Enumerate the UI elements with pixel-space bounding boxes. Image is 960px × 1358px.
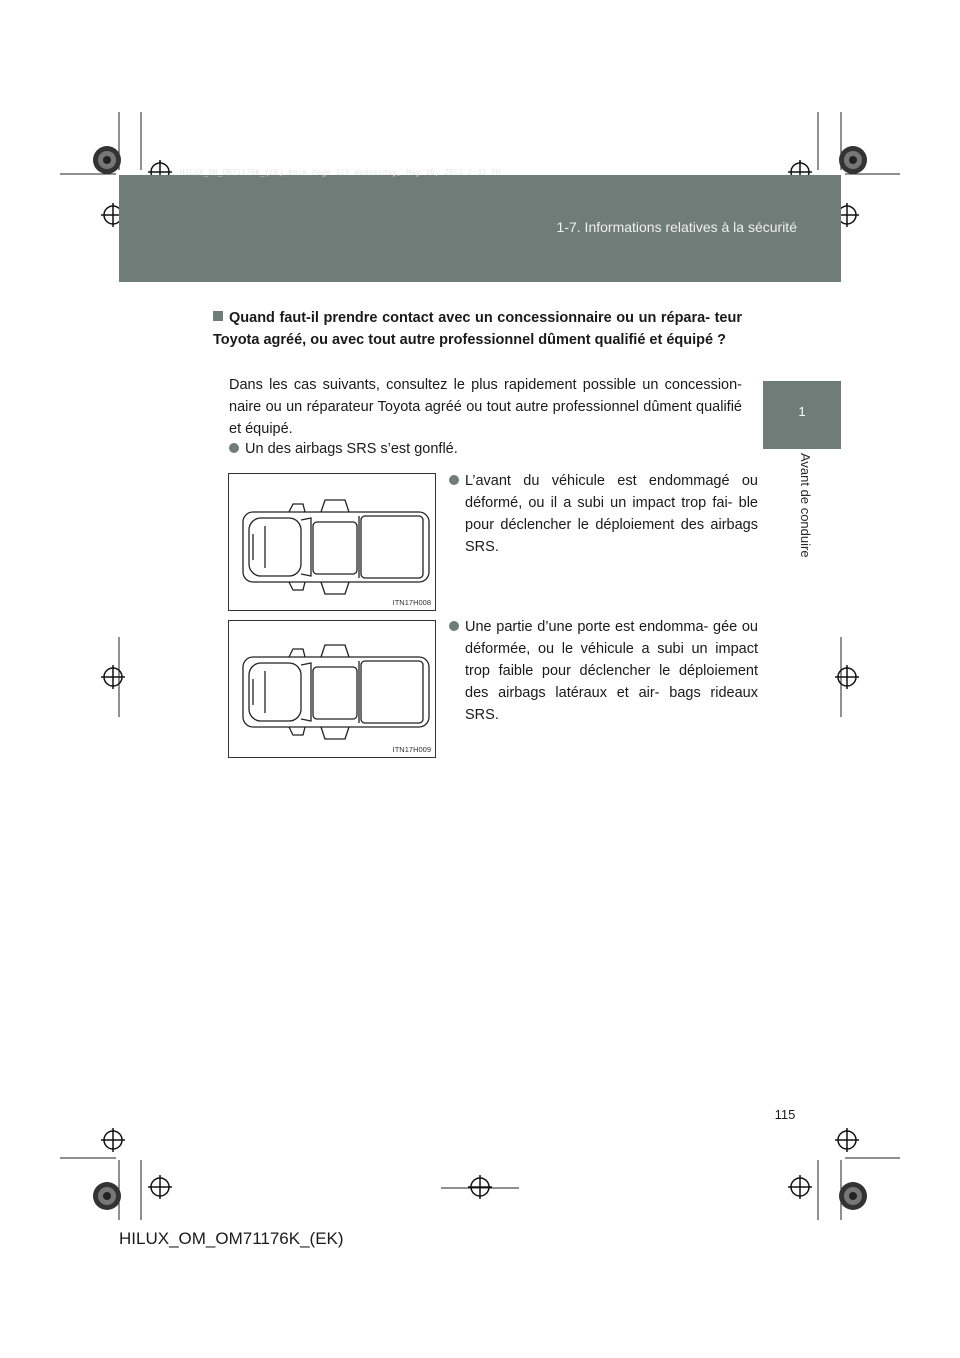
figure-code: ITN17H008 xyxy=(392,598,431,607)
list-item xyxy=(449,470,758,558)
page-number: 115 xyxy=(774,1107,796,1122)
list-item xyxy=(229,438,742,460)
list-item-text: Un des airbags SRS s’est gonflé. xyxy=(245,441,458,457)
section-heading xyxy=(213,307,742,351)
heading-text: Quand faut-il prendre contact avec un concessionnaire ou un répara- teur Toyota agréé, ou avec tout autre professionnel dûment qualifié et équipé ? xyxy=(213,310,742,348)
vehicle-top-view-icon xyxy=(229,621,435,757)
figure-code: ITN17H009 xyxy=(392,745,431,754)
section-title: 1-7. Informations relatives à la sécurité xyxy=(556,219,797,235)
square-bullet-icon xyxy=(213,311,223,321)
list-item xyxy=(449,616,758,726)
document-code: HILUX_OM_OM71176K_(EK) xyxy=(119,1229,344,1248)
bullet-dot-icon xyxy=(229,443,239,453)
chapter-label: Avant de conduire xyxy=(798,453,813,558)
chapter-label-wrap xyxy=(763,449,841,579)
list-item-text: Une partie d’une porte est endomma- gée ou déformée, ou le véhicule a subi un impact trop faible pour déclencher le déploiement des airbags latéraux et air- bags rideaux SRS. xyxy=(465,619,758,723)
chapter-number: 1 xyxy=(798,404,806,419)
intro-paragraph: Dans les cas suivants, consultez le plus rapidement possible un concession- naire ou un réparateur Toyota agréé ou tout autre professionnel dûment qualifié et équipé. xyxy=(229,377,742,437)
bullet-dot-icon xyxy=(449,621,459,631)
figure-front-damage xyxy=(228,473,436,611)
vehicle-top-view-icon xyxy=(229,474,435,610)
book-info: HILUX_OM_OM71176K_(EK).book Page 115 Wednesday, May 16, 2012 2:32 PM xyxy=(180,168,501,177)
list-item-text: L’avant du véhicule est endommagé ou déformé, ou il a subi un impact trop fai- ble pour déclencher le déploiement des airbags SRS. xyxy=(465,473,758,555)
bullet-dot-icon xyxy=(449,475,459,485)
figure-side-damage xyxy=(228,620,436,758)
